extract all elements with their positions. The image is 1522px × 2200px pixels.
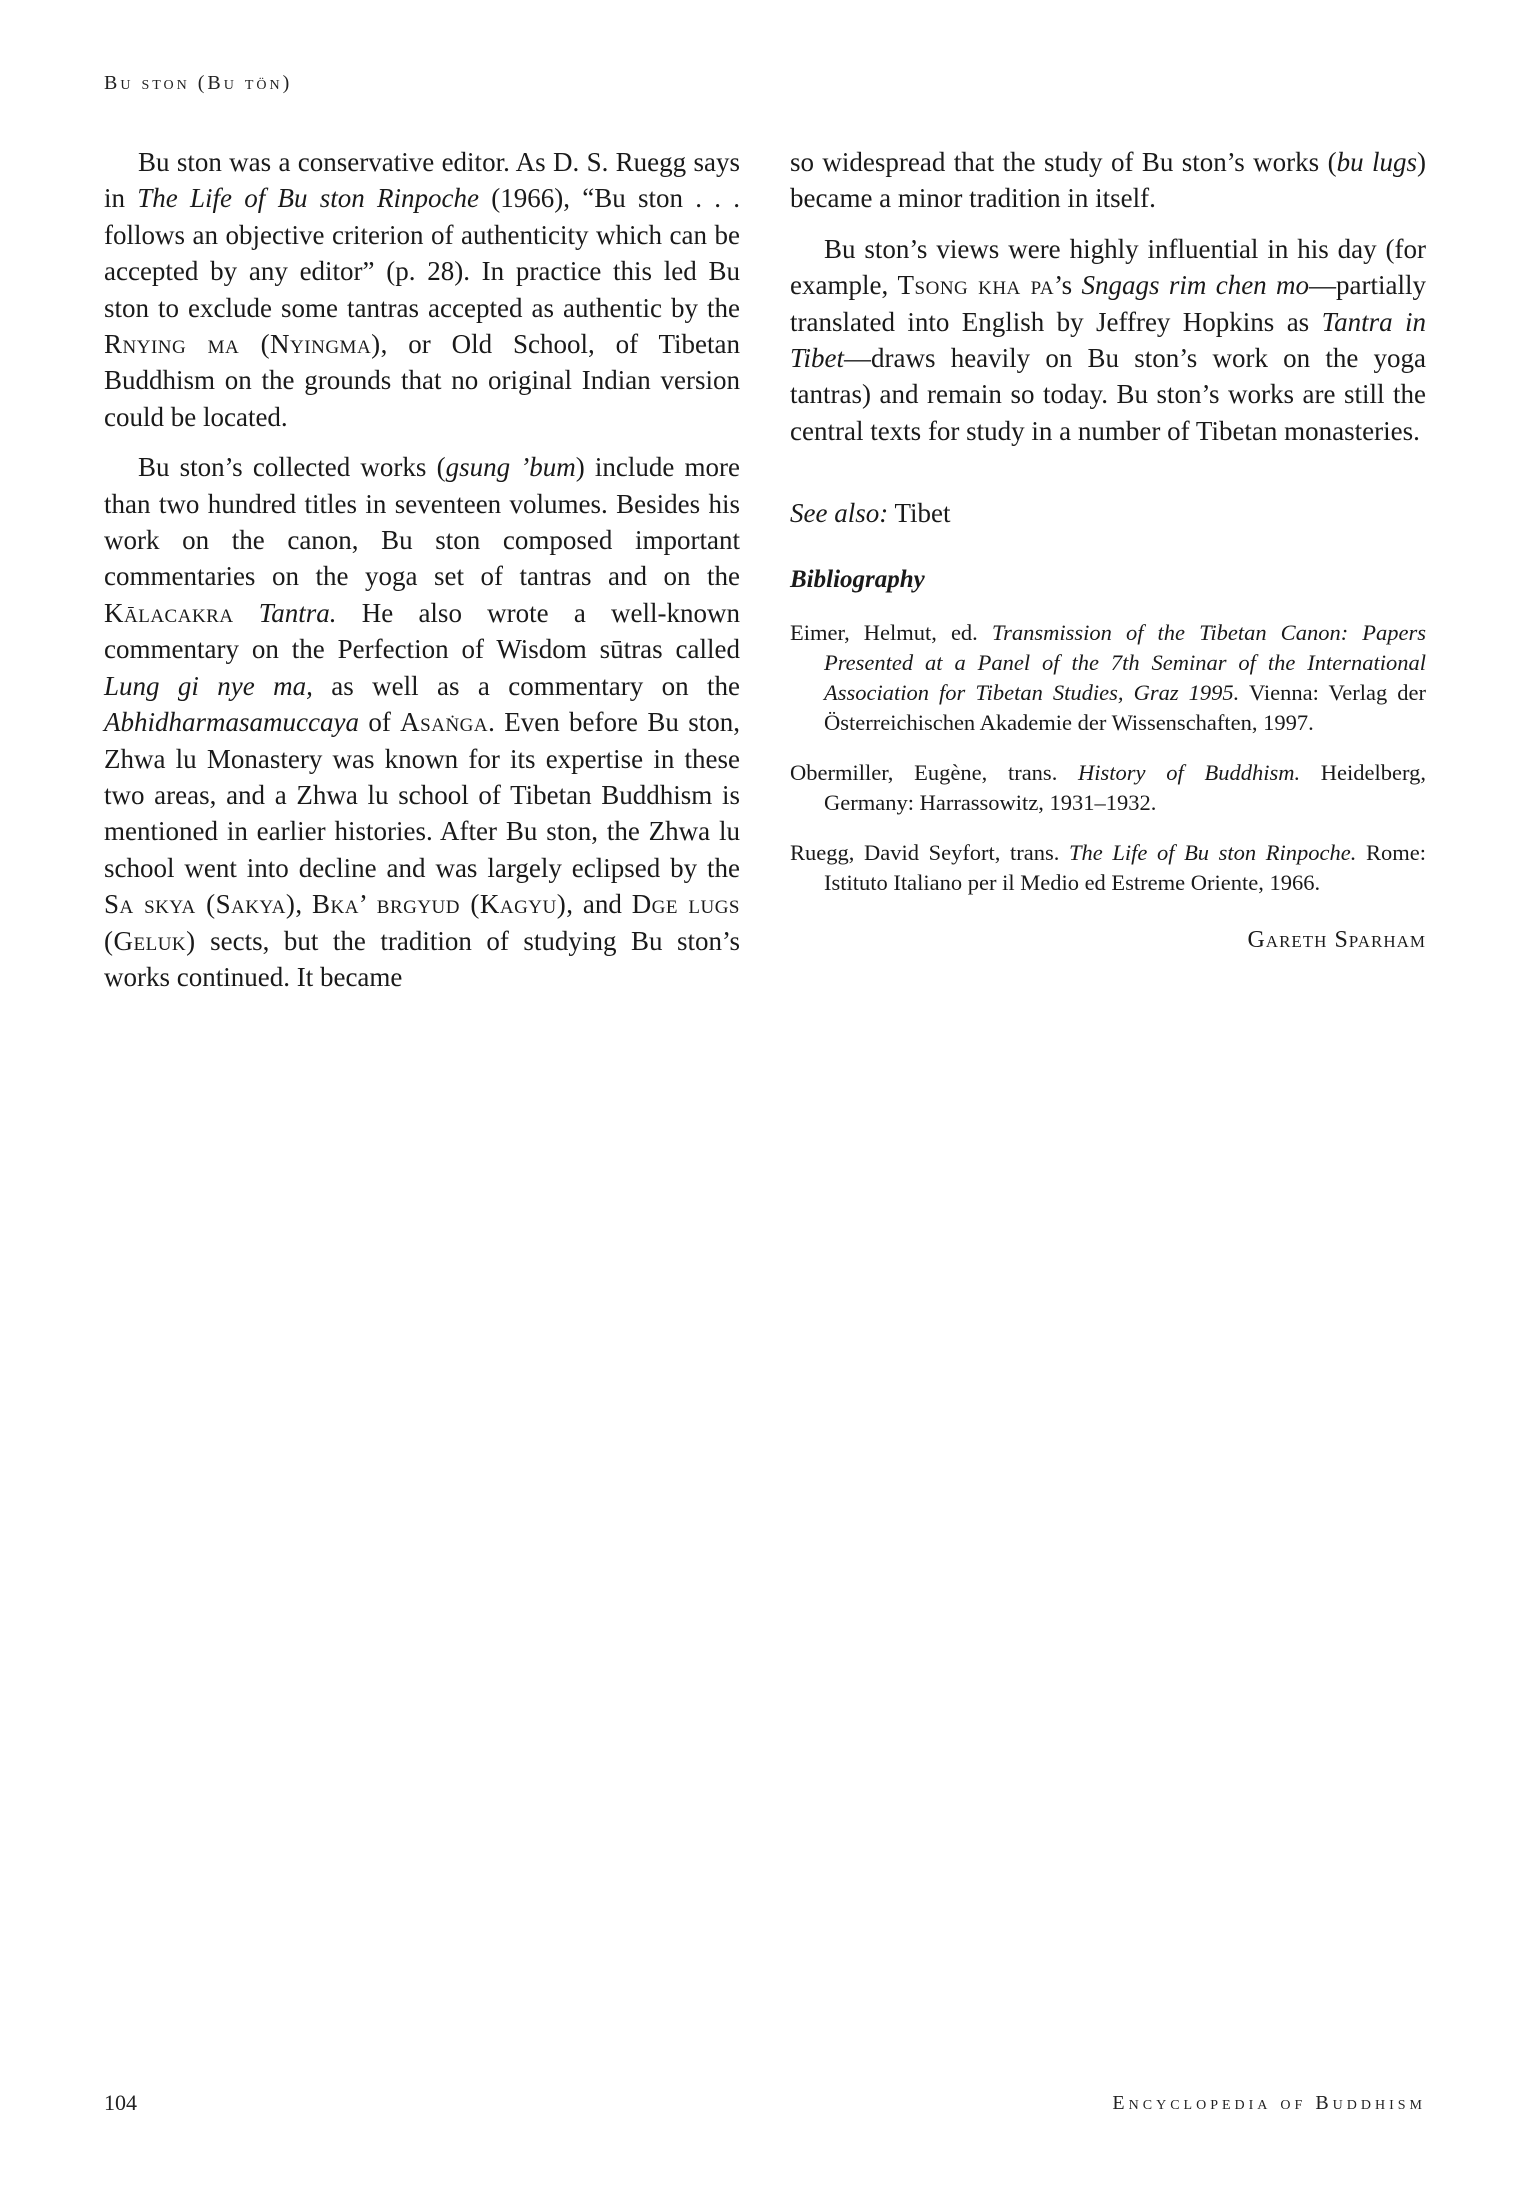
see-also-label: See also: xyxy=(790,498,889,529)
paragraph-influence: Bu ston’s views were highly influential in his day (for example, Tsong kha pa’s Sngags rim chen mo—partially translated into English by Jeffrey Hopkins as Tantra in Tibet—draws heavily on Bu ston’s work on the yoga tantras) and remain so today. Bu ston’s works are still the central texts for study in a number of Tibetan monasteries. xyxy=(790,233,1426,446)
article-author: Gareth Sparham xyxy=(1247,927,1426,954)
paragraph-collected-works: Bu ston’s collected works (gsung ’bum) include more than two hundred titles in seventeen volumes. Besides his work on the canon, Bu ston composed important commentaries on the yoga set of tantras and on the Kālacakra Tantra. He also wrote a well-known commentary on the Perfection of Wisdom sūtras called Lung gi nye ma, as well as a commentary on the Abhidharmasamuccaya of Asaṅga. Even before Bu ston, Zhwa lu Monastery was known for its expertise in these two areas, and a Zhwa lu school of Tibetan Buddhism is mentioned in earlier histories. After Bu ston, the Zhwa lu school went into decline and was largely eclipsed by the Sa skya (Sakya), Bka’ brgyud (Kagyu), and Dge lugs (Geluk) sects, but the tradition of studying Bu ston’s works continued. It became xyxy=(104,452,741,992)
page-number: 104 xyxy=(104,2090,137,2115)
paragraph-editor: Bu ston was a conservative editor. As D. S. Ruegg says in The Life of Bu ston Rinpoche (1966), “Bu ston . . . follows an objective criterion of authenticity which can be accepted by any editor” (p. 28). In practice this led Bu ston to exclude some tantras accepted as authentic by the Rnying ma (Nyingma), or Old School, of Tibetan Buddhism on the grounds that no original Indian version could be located. xyxy=(104,147,740,432)
left-column xyxy=(104,144,740,1009)
bibliography-entry: Ruegg, David Seyfort, trans. The Life of Bu ston Rinpoche. Rome: Istituto Italiano per il Medio ed Estreme Oriente, 1966. xyxy=(790,840,1426,896)
book-title: Encyclopedia of Buddhism xyxy=(1112,2092,1426,2114)
right-column xyxy=(790,144,1426,958)
running-head: Bu ston (Bu tön) xyxy=(104,72,293,94)
bibliography-heading: Bibliography xyxy=(790,565,925,593)
paragraph-continuation: so widespread that the study of Bu ston’s works (bu lugs) became a minor tradition in itself. xyxy=(790,147,1426,214)
bibliography-entry: Eimer, Helmut, ed. Transmission of the Tibetan Canon: Papers Presented at a Panel of the 7th Seminar of the International Association for Tibetan Studies, Graz 1995. Vienna: Verlag der Österreichischen Akademie der Wissenschaften, 1997. xyxy=(790,620,1426,736)
bibliography-entry: Obermiller, Eugène, trans. History of Buddhism. Heidelberg, Germany: Harrassowitz, 1931–1932. xyxy=(790,760,1426,816)
see-also xyxy=(790,495,1426,531)
see-also-link[interactable]: Tibet xyxy=(894,498,951,529)
